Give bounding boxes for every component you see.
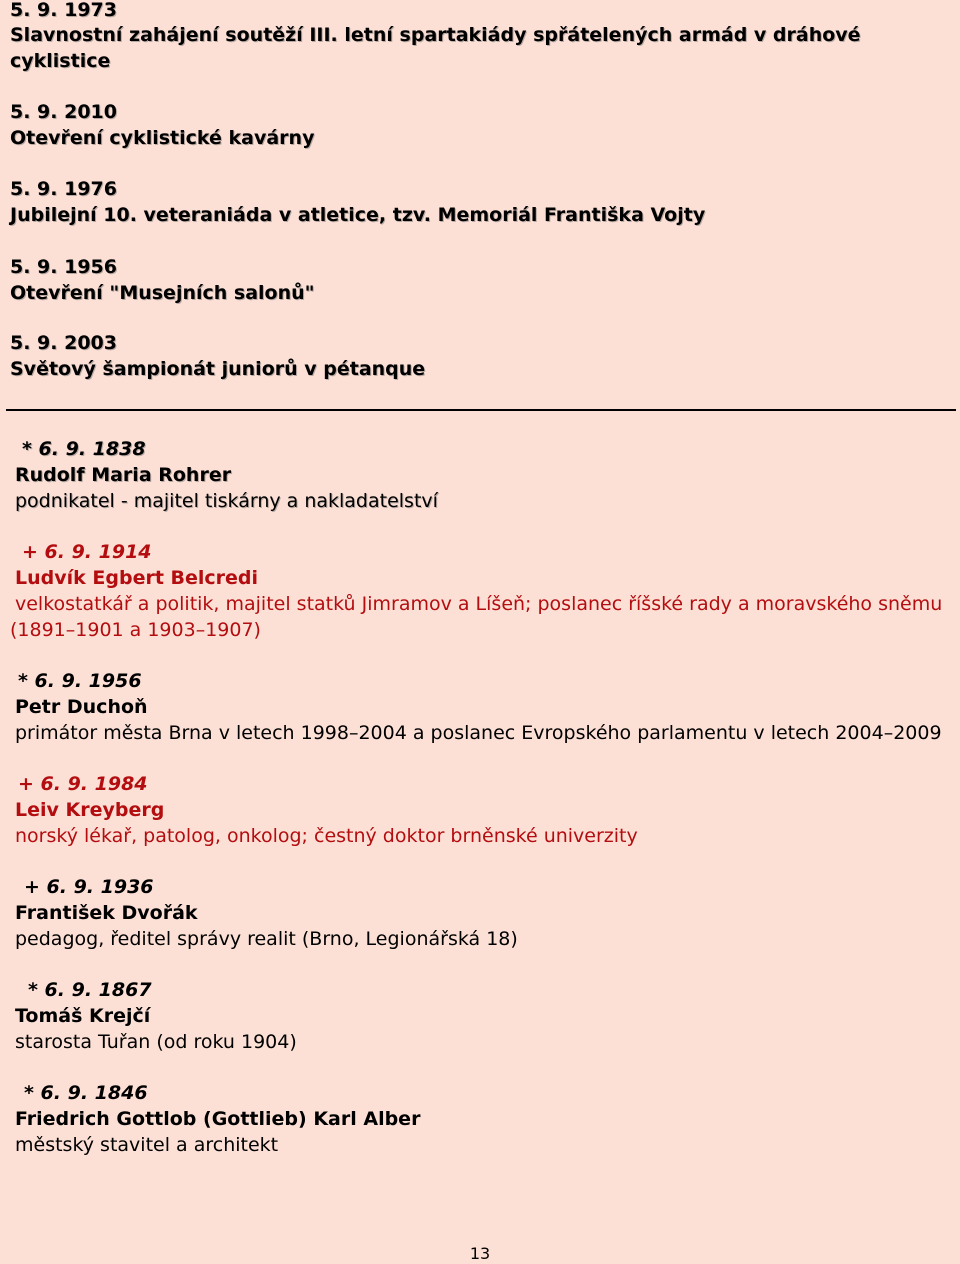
person-date: * 6. 9. 1838 — [22, 438, 146, 460]
person-desc: primátor města Brna v letech 1998–2004 a poslanec Evropského parlamentu v letech 2004–2009 — [15, 722, 942, 744]
person-desc: norský lékař, patolog, onkolog; čestný doktor brněnské univerzity — [15, 825, 638, 847]
event-date: 5. 9. 1973 — [10, 0, 117, 21]
person-name: Ludvík Egbert Belcredi — [15, 567, 259, 589]
event-title: Otevření "Musejních salonů" — [10, 282, 315, 304]
person-date: + 6. 9. 1914 — [22, 541, 152, 563]
person-date: * 6. 9. 1867 — [28, 979, 152, 1001]
event-title: Slavnostní zahájení soutěží III. letní spartakiády spřátelených armád v dráhové — [10, 24, 861, 46]
person-date: * 6. 9. 1956 — [18, 670, 142, 692]
person-desc: starosta Tuřan (od roku 1904) — [15, 1031, 297, 1053]
event-date: 5. 9. 2003 — [10, 332, 117, 354]
person-name: Leiv Kreyberg — [15, 799, 165, 821]
person-desc: pedagog, ředitel správy realit (Brno, Legionářská 18) — [15, 928, 518, 950]
person-desc-cont: (1891–1901 a 1903–1907) — [10, 619, 261, 641]
event-date: 5. 9. 1976 — [10, 178, 117, 200]
person-name: Tomáš Krejčí — [15, 1005, 151, 1027]
person-date: + 6. 9. 1936 — [24, 876, 154, 898]
section-divider — [6, 409, 956, 411]
event-title: Jubilejní 10. veteraniáda v atletice, tzv. Memoriál Františka Vojty — [10, 204, 706, 226]
event-title: Otevření cyklistické kavárny — [10, 127, 315, 149]
person-name: František Dvořák — [15, 902, 198, 924]
person-desc: velkostatkář a politik, majitel statků Jimramov a Líšeň; poslanec říšské rady a moravského sněmu — [15, 593, 943, 615]
event-title: Světový šampionát juniorů v pétanque — [10, 358, 426, 380]
event-date: 5. 9. 1956 — [10, 256, 117, 278]
person-name: Petr Duchoň — [15, 696, 148, 718]
page-number: 13 — [469, 1244, 491, 1263]
event-date: 5. 9. 2010 — [10, 101, 117, 123]
person-date: + 6. 9. 1984 — [18, 773, 148, 795]
person-date: * 6. 9. 1846 — [24, 1082, 148, 1104]
person-desc: podnikatel - majitel tiskárny a nakladatelství — [15, 490, 438, 512]
person-desc: městský stavitel a architekt — [15, 1134, 279, 1156]
person-name: Friedrich Gottlob (Gottlieb) Karl Alber — [15, 1108, 421, 1130]
person-name: Rudolf Maria Rohrer — [15, 464, 232, 486]
event-title-cont: cyklistice — [10, 50, 111, 72]
